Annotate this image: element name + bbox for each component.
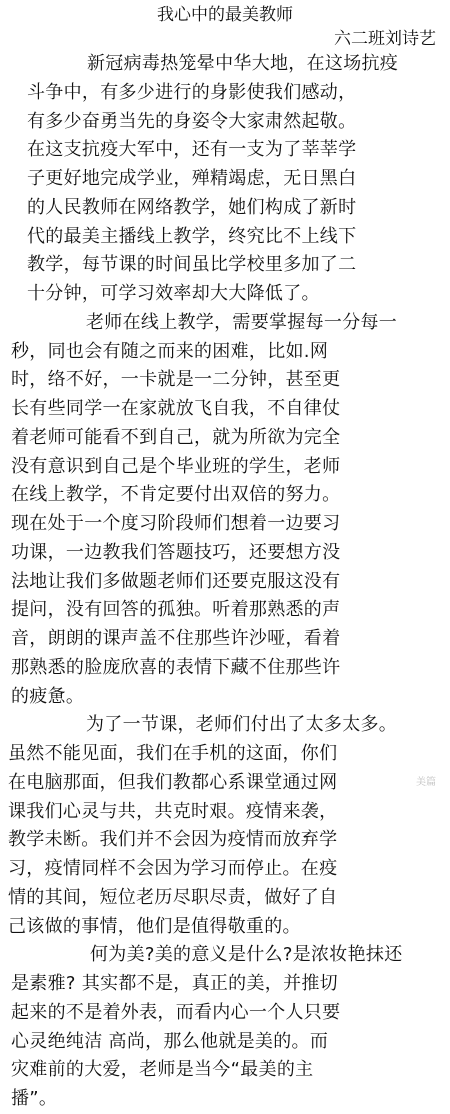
text-line: 在这支抗疫大军中，还有一支为了莘莘学 (27, 139, 357, 161)
text-line: 己该做的事情，他们是值得敬重的。 (8, 915, 301, 937)
text-line: 习，疫情同样不会因为学习而停止。在疫 (8, 858, 338, 879)
text-line: 心灵绝纯洁 高尚，那么他就是美的。而 (11, 1030, 329, 1052)
text-line: 是素雅? 其实都不是，真正的美，并推切 (11, 973, 338, 994)
text-line: 现在处于一个度习阶段师们想着一边要习 (11, 513, 341, 534)
text-line: 没有意识到自己是个毕业班的学生，老师 (11, 455, 341, 477)
text-line: 起来的不是着外表，而看内心一个人只要 (11, 1001, 341, 1023)
text-line: 课我们心灵与共，共克时艰。疫情来袭， (8, 800, 338, 822)
text-line: 十分钟，可学习效率却大大降低了。 (27, 283, 320, 304)
text-line: 在线上教学，不肯定要付出双倍的努力。 (11, 484, 341, 506)
text-line: 功课，一边教我们答题技巧，还要想方没 (11, 541, 341, 563)
text-line: 播”。 (11, 1088, 58, 1109)
text-line: 那熟悉的脸庞欣喜的表情下藏不住那些许 (11, 656, 341, 678)
watermark-label: 美篇 (416, 777, 436, 788)
text-line: 提问，没有回答的孤独。听着那熟悉的声 (11, 599, 341, 621)
text-line: 何为美?美的意义是什么?是浓妆艳抹还 (90, 944, 403, 966)
text-line: 音，朗朗的课声盖不住那些许沙哑，看着 (11, 628, 341, 649)
essay-body (8, 50, 426, 1114)
text-line: 子更好地完成学业，殚精竭虑，无日黑白 (27, 168, 357, 189)
text-line: 教学，每节课的时间虽比学校里多加了二 (27, 254, 357, 276)
text-line: 的人民教师在网络教学，她们构成了新时 (27, 196, 357, 218)
essay-title: 我心中的最美教师 (157, 5, 293, 25)
text-line: 时，络不好，一卡就是一二分钟，甚至更 (11, 369, 341, 391)
text-line: 秒，同也会有随之而来的困难，比如.网 (11, 340, 329, 362)
text-line: 情的其间，短位老历尽职尽责，做好了自 (8, 886, 338, 908)
text-line: 虽然不能见面，我们在手机的这面，你们 (8, 743, 338, 764)
author-byline: 六二班刘诗艺 (334, 29, 436, 49)
text-line: 新冠病毒热笼晕中华大地，在这场抗疫 (87, 53, 399, 74)
text-line: 代的最美主播线上教学，终究比不上线下 (27, 225, 357, 247)
text-line: 在电脑那面，但我们教都心系课堂通过网 (8, 771, 338, 793)
text-line: 长有些同学一在家就放飞自我，不自律仗 (11, 398, 341, 419)
text-line: 为了一节课，老师们付出了太多太多。 (86, 714, 398, 736)
text-line: 灾难前的大爱，老师是当今“最美的主 (11, 1059, 314, 1081)
text-line: 着老师可能看不到自己，就为所欲为完全 (11, 426, 341, 448)
text-line: 的疲惫。 (11, 685, 85, 707)
text-line: 教学未断。我们并不会因为疫情而放弃学 (8, 829, 338, 851)
text-line: 老师在线上教学，需要掌握每一分每一 (86, 311, 398, 333)
text-line: 法地让我们多做题老师们还要克服这没有 (11, 570, 341, 592)
text-line: 有多少奋勇当先的身姿令大家肃然起敬。 (27, 110, 357, 132)
text-line: 斗争中，有多少进行的身影使我们感动， (27, 81, 357, 103)
